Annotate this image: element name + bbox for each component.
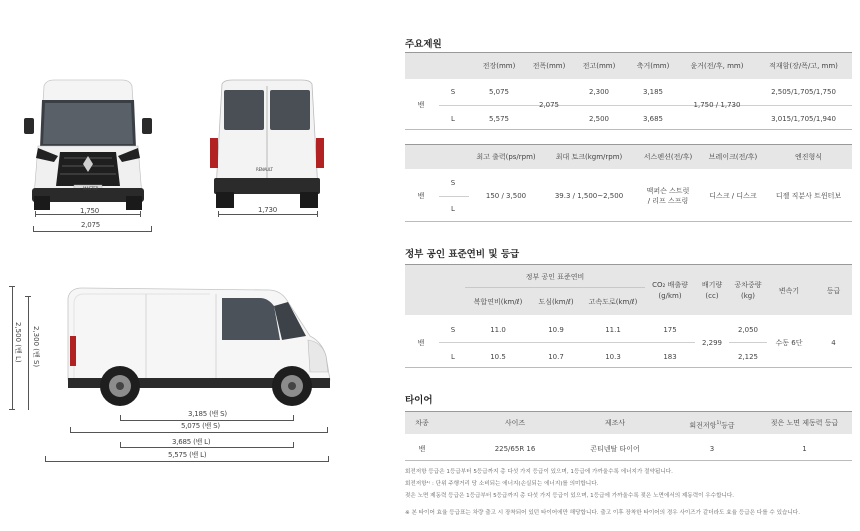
front-width-label: 2,075 bbox=[81, 221, 101, 229]
tick bbox=[120, 415, 121, 421]
co2-s: 175 bbox=[663, 326, 677, 334]
col-city: 도심(km/ℓ) bbox=[538, 298, 574, 306]
rear-track-label: 1,730 bbox=[258, 206, 278, 214]
suspension-value-2: / 리프 스프링 bbox=[647, 197, 689, 205]
front-track-label: 1,750 bbox=[80, 207, 100, 215]
tick bbox=[328, 456, 329, 462]
variant-s: S bbox=[450, 88, 456, 96]
variant-s: S bbox=[450, 179, 456, 187]
size-value: 225/65R 16 bbox=[494, 445, 536, 453]
row-divider bbox=[439, 105, 852, 106]
col-cargo: 적재함(장/폭/고, mm) bbox=[769, 62, 838, 70]
length-l-line bbox=[45, 461, 329, 462]
front-width-line bbox=[33, 231, 152, 232]
track-shared: 1,750 / 1,730 bbox=[693, 101, 741, 109]
spec-panel bbox=[405, 0, 855, 531]
suspension-value-1: 맥퍼슨 스트럿 bbox=[646, 187, 690, 195]
footnote-3: 젖은 노면 제동력 등급은 1등급부터 5등급까지 총 다섯 가지 등급이 있으며, 1등급에 가까울수록 젖은 노면에서의 제동력이 우수합니다. bbox=[405, 493, 735, 499]
col-suspension: 서스펜션(전/후) bbox=[643, 153, 693, 161]
city-l: 10.7 bbox=[548, 353, 564, 361]
dimension-table bbox=[405, 52, 852, 130]
grade: 4 bbox=[831, 339, 836, 347]
highway-s: 11.1 bbox=[605, 326, 621, 334]
col-weight-2: (kg) bbox=[741, 292, 755, 300]
length-s-line bbox=[70, 432, 328, 433]
specs-title: 주요제원 bbox=[405, 39, 442, 50]
tick bbox=[9, 286, 15, 287]
height-s: 2,300 bbox=[588, 88, 610, 96]
col-height: 전고(mm) bbox=[582, 62, 616, 70]
cargo-l: 3,015/1,705/1,940 bbox=[771, 115, 836, 123]
width-shared: 2,075 bbox=[538, 101, 560, 109]
fuel-table bbox=[405, 264, 852, 368]
tick bbox=[293, 415, 294, 421]
badge-rear: RENAULT bbox=[256, 167, 273, 172]
maker-value: 콘티넨탈 타이어 bbox=[590, 445, 640, 453]
height-low-line bbox=[28, 296, 29, 410]
variant-s: S bbox=[450, 326, 456, 334]
col-highway: 고속도로(km/ℓ) bbox=[588, 298, 638, 306]
col-brake: 브레이크(전/후) bbox=[708, 153, 758, 161]
col-disp-2: (cc) bbox=[705, 292, 719, 300]
row-group-label: 밴 bbox=[417, 192, 425, 200]
badge-front: MASTER bbox=[83, 186, 99, 191]
footnote-1: 회전저항 등급은 1등급부터 5등급까지 총 다섯 가지 등급이 있으며, 1등급에 가까울수록 에너지가 절약됩니다. bbox=[405, 469, 673, 475]
length-l-label: 5,575 (밴 L) bbox=[168, 451, 207, 459]
length-s-label: 5,075 (밴 S) bbox=[181, 422, 220, 430]
height-high-label: 2,500 (밴 L) bbox=[14, 322, 22, 363]
vehicle-drawings bbox=[0, 0, 390, 531]
tick bbox=[25, 296, 31, 297]
row-divider bbox=[439, 196, 469, 197]
engine-value: 디젤 직분사 트윈터보 bbox=[775, 192, 842, 200]
variant-l: L bbox=[451, 205, 455, 213]
tick bbox=[33, 226, 34, 232]
tick bbox=[9, 409, 15, 410]
rear-track-line bbox=[218, 214, 318, 215]
row-divider bbox=[439, 342, 695, 343]
height-low-label: 2,300 (밴 S) bbox=[32, 326, 40, 368]
col-track: 윤거(전/후, mm) bbox=[690, 62, 744, 70]
transmission: 수동 6단 bbox=[775, 339, 803, 347]
combined-s: 11.0 bbox=[490, 326, 506, 334]
tire-title: 타이어 bbox=[405, 395, 433, 406]
resistance-value: 3 bbox=[709, 445, 715, 453]
wet-value: 1 bbox=[802, 445, 807, 453]
col-length: 전장(mm) bbox=[482, 62, 516, 70]
van-rear-view bbox=[204, 78, 330, 210]
tick bbox=[70, 427, 71, 433]
col-disp-1: 배기량 bbox=[701, 281, 723, 289]
tick bbox=[327, 427, 328, 433]
tick bbox=[140, 211, 141, 217]
wheelbase-l-label: 3,685 (밴 L) bbox=[172, 438, 211, 446]
variant-l: L bbox=[451, 115, 455, 123]
wheelbase-l-line bbox=[120, 447, 294, 448]
col-trans: 변속기 bbox=[778, 287, 800, 295]
col-width: 전폭(mm) bbox=[532, 62, 566, 70]
tick bbox=[45, 456, 46, 462]
wheelbase-s: 3,185 bbox=[642, 88, 664, 96]
footnote-4: ※ 본 타이어 효율 등급표는 차량 출고 시 장착되어 있던 타이어에만 해당합니다. 출고 이후 장착한 타이어의 경우 사이즈가 같더라도 효율 등급은 다를 수 있습니다. bbox=[405, 510, 800, 516]
brake-value: 디스크 / 디스크 bbox=[709, 192, 757, 200]
col-maker: 제조사 bbox=[604, 419, 626, 427]
header-divider bbox=[465, 287, 645, 288]
model-value: 밴 bbox=[418, 445, 426, 453]
tick bbox=[293, 442, 294, 448]
col-model: 차종 bbox=[415, 419, 429, 427]
height-l: 2,500 bbox=[588, 115, 610, 123]
torque-value: 39.3 / 1,500~2,500 bbox=[554, 192, 624, 200]
col-resistance-sup: 1) bbox=[716, 421, 722, 426]
col-engine: 엔진형식 bbox=[794, 153, 823, 161]
col-resistance bbox=[667, 419, 757, 430]
col-resistance-suffix: 등급 bbox=[721, 421, 735, 430]
row-divider bbox=[729, 342, 767, 343]
variant-l: L bbox=[451, 353, 455, 361]
tick bbox=[218, 211, 219, 217]
city-s: 10.9 bbox=[548, 326, 564, 334]
length-s: 5,075 bbox=[488, 88, 510, 96]
col-size: 사이즈 bbox=[504, 419, 526, 427]
power-value: 150 / 3,500 bbox=[485, 192, 527, 200]
col-grade: 등급 bbox=[826, 287, 841, 295]
wheelbase-s-label: 3,185 (밴 S) bbox=[188, 410, 227, 418]
col-co2-1: CO₂ 배출량 bbox=[652, 281, 688, 289]
col-co2-2: (g/km) bbox=[658, 292, 682, 300]
fuel-title: 정부 공인 표준연비 및 등급 bbox=[405, 249, 520, 260]
tick bbox=[317, 211, 318, 217]
col-torque: 최대 토크(kgm/rpm) bbox=[555, 153, 623, 161]
col-wet: 젖은 노면 제동력 등급 bbox=[770, 419, 839, 427]
weight-l: 2,125 bbox=[737, 353, 759, 361]
group-header: 정부 공인 표준연비 bbox=[525, 273, 585, 281]
highway-l: 10.3 bbox=[605, 353, 621, 361]
col-wheelbase: 축거(mm) bbox=[636, 62, 670, 70]
length-l: 5,575 bbox=[488, 115, 510, 123]
tick bbox=[151, 226, 152, 232]
col-resistance-label: 회전저항 bbox=[689, 421, 717, 430]
col-weight-1: 공차중량 bbox=[734, 281, 762, 289]
footnote-2: 회전저항¹⁾ : 단위 주행거리 당 소비되는 에너지(손실되는 에너지)를 의미합니다. bbox=[405, 481, 599, 487]
co2-l: 183 bbox=[663, 353, 677, 361]
displacement: 2,299 bbox=[701, 339, 723, 347]
cargo-s: 2,505/1,705/1,750 bbox=[771, 88, 836, 96]
row-group-label: 밴 bbox=[417, 339, 425, 347]
tire-table bbox=[405, 411, 852, 461]
wheelbase-l: 3,685 bbox=[642, 115, 664, 123]
combined-l: 10.5 bbox=[490, 353, 506, 361]
van-side-view bbox=[60, 280, 335, 412]
tick bbox=[35, 211, 36, 217]
tick bbox=[120, 442, 121, 448]
col-power: 최고 출력(ps/rpm) bbox=[476, 153, 536, 161]
row-group-label: 밴 bbox=[417, 101, 425, 109]
weight-s: 2,050 bbox=[737, 326, 759, 334]
col-combined: 복합연비(km/ℓ) bbox=[473, 298, 523, 306]
engine-table bbox=[405, 144, 852, 222]
